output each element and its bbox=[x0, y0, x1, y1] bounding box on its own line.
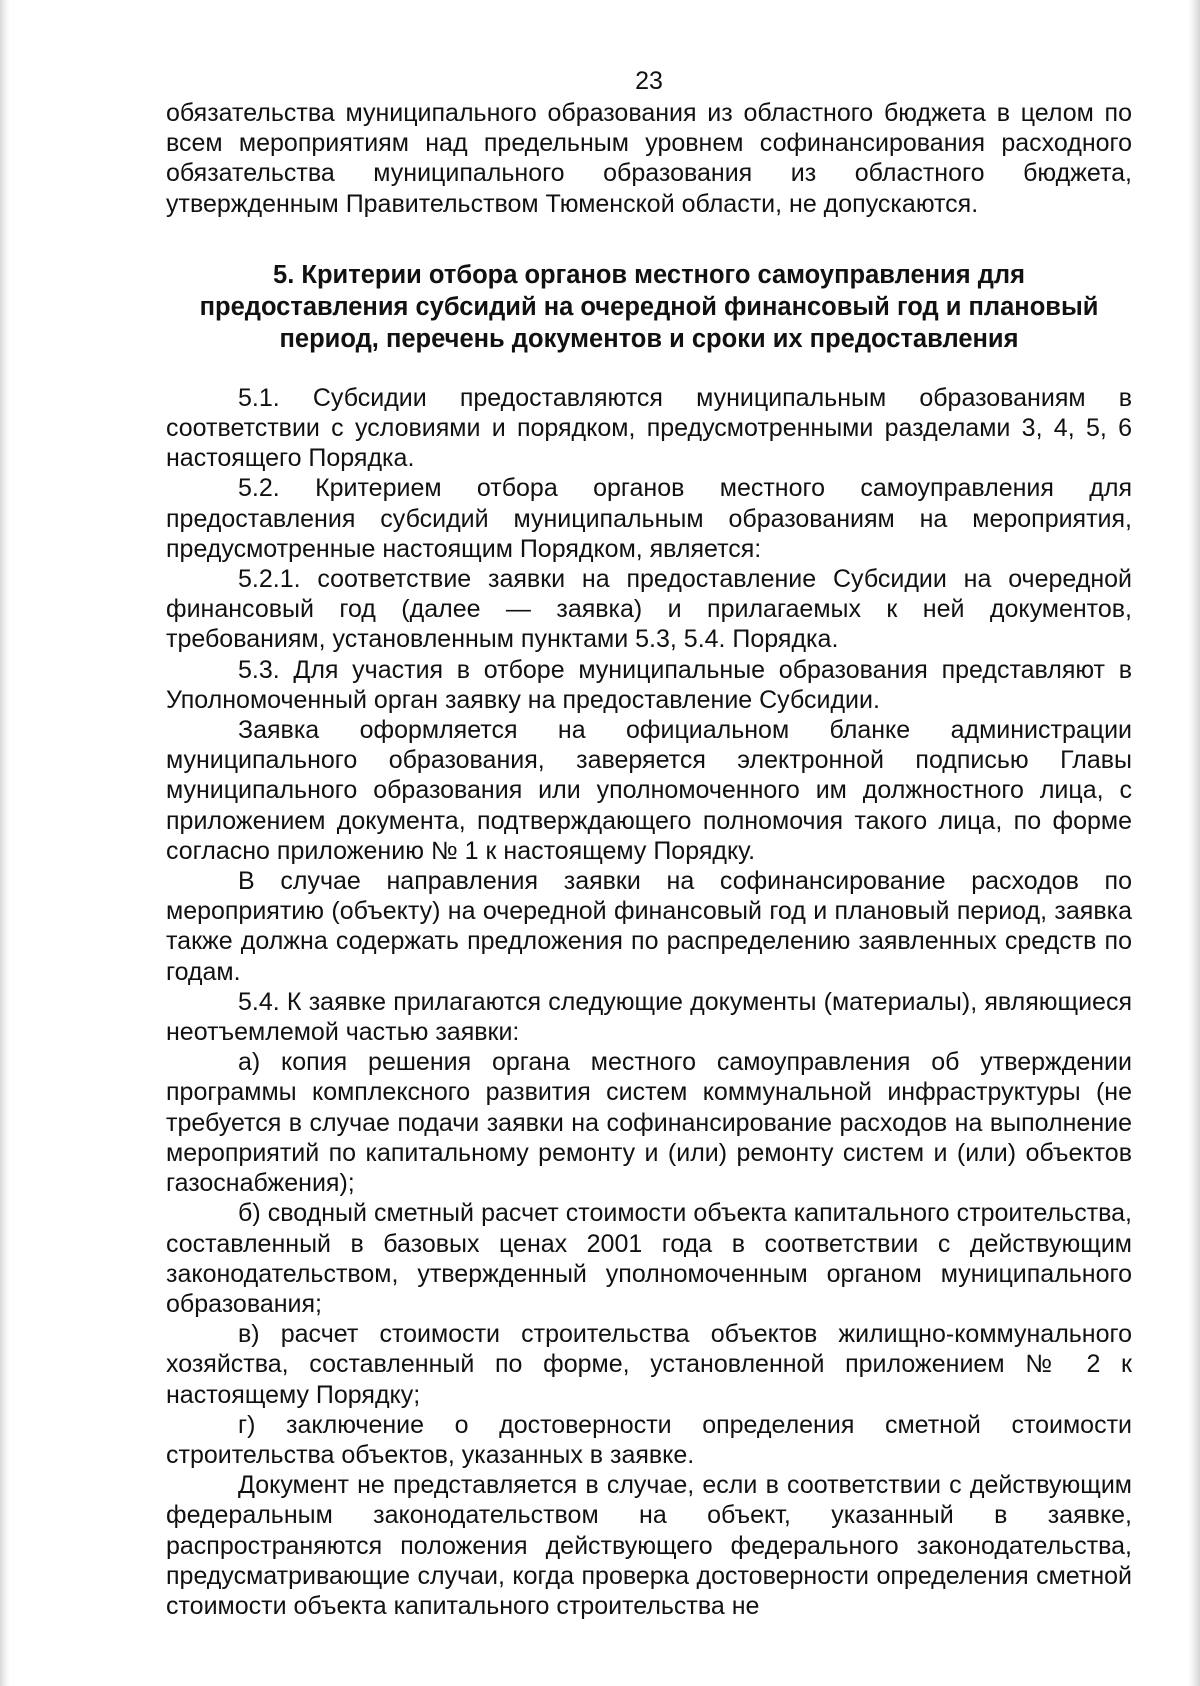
paragraph-5-3: 5.3. Для участия в отборе муниципальные образования представляют в Уполномоченный орган заявку на предоставление Субсидии. bbox=[166, 655, 1132, 714]
document-page bbox=[166, 66, 1132, 1621]
paragraph-5-2: 5.2. Критерием отбора органов местного самоуправления для предоставления субсидий муниципальным образованиям на мероприятия, предусмотренные настоящим Порядком, является: bbox=[166, 474, 1132, 563]
list-item-a: а) копия решения органа местного самоуправления об утверждении программы комплексного развития систем коммунальной инфраструктуры (не требуется в случае подачи заявки на софинансирование расходов на выполнение мероприятий по капитальному ремонту и (или) ремонту систем и (или) объектов газоснабжения); bbox=[166, 1048, 1132, 1198]
section-heading: 5. Критерии отбора органов местного самоуправления для предоставления субсидий на очередной финансовый год и плановый период, перечень документов и сроки их предоставления bbox=[199, 260, 1099, 353]
list-item-v: в) расчет стоимости строительства объектов жилищно-коммунального хозяйства, составленный по форме, установленной приложением № 2 к настоящему Порядку; bbox=[166, 1320, 1132, 1409]
list-item-g: г) заключение о достоверности определения сметной стоимости строительства объектов, указанных в заявке. bbox=[166, 1410, 1132, 1469]
scan-edge-right bbox=[1188, 0, 1200, 1686]
paragraph-5-1: 5.1. Субсидии предоставляются муниципальным образованиям в соответствии с условиями и порядком, предусмотренными разделами 3, 4, 5, 6 настоящего Порядка. bbox=[166, 383, 1132, 473]
paragraph-application-form: Заявка оформляется на официальном бланке администрации муниципального образования, заверяется электронной подписью Главы муниципального образования или уполномоченного им должностного лица, с приложением документа, подтверждающего полномочия такого лица, по форме согласно приложению № 1 к настоящему Порядку. bbox=[166, 716, 1132, 865]
list-item-b: б) сводный сметный расчет стоимости объекта капитального строительства, составленный в базовых ценах 2001 года в соответствии с действующим законодательством, утвержденный уполномоченным органом муниципального образования; bbox=[166, 1199, 1132, 1318]
continuation-paragraph: обязательства муниципального образования из областного бюджета в целом по всем мероприятиям над предельным уровнем софинансирования расходного обязательства муниципального образования из областного бюджета, утвержденным Правительством Тюменской области, не допускаются. bbox=[166, 99, 1132, 218]
paragraph-5-4: 5.4. К заявке прилагаются следующие документы (материалы), являющиеся неотъемлемой частью заявки: bbox=[166, 987, 1132, 1047]
paragraph-5-2-1: 5.2.1. соответствие заявки на предоставление Субсидии на очередной финансовый год (далее — заявка) и прилагаемых к ней документов, требованиям, установленным пунктами 5.3, 5.4. Порядка. bbox=[166, 565, 1132, 654]
paragraph-planning-period: В случае направления заявки на софинансирование расходов по мероприятию (объекту) на очередной финансовый год и плановый период, заявка также должна содержать предложения по распределению заявленных средств по годам. bbox=[166, 867, 1132, 986]
page-number: 23 bbox=[635, 67, 663, 95]
scan-edge-left bbox=[0, 0, 10, 1686]
paragraph-document-exception: Документ не представляется в случае, если в соответствии с действующим федеральным законодательством на объект, указанный в заявке, распространяются положения действующего федерального законодательства, предусматривающие случаи, когда проверка достоверности определения сметной стоимости объекта капитального строительства не bbox=[166, 1471, 1132, 1620]
